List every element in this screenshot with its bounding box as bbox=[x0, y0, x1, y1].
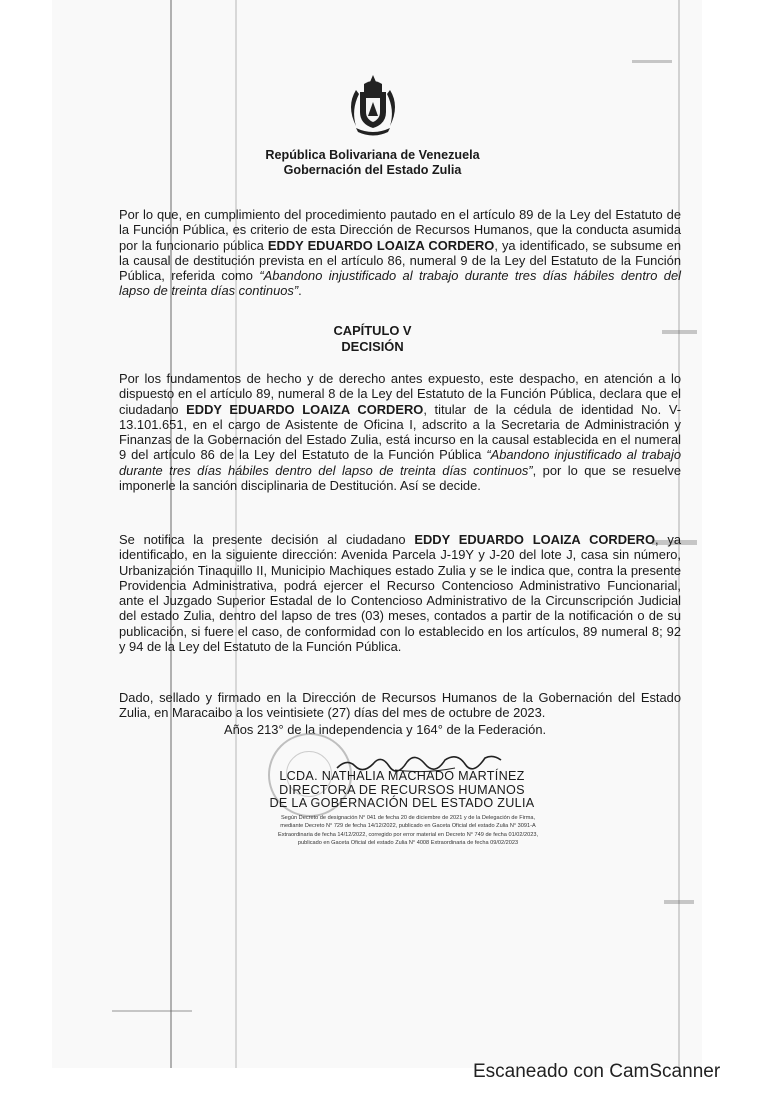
paragraph-notification bbox=[119, 532, 681, 654]
paragraph-criteria bbox=[119, 207, 681, 299]
fine-print-line: publicado en Gaceta Oficial del estado Zulia N° 4008 Extraordinaria de fecha 09/02/2023 bbox=[297, 840, 519, 847]
paragraph-decision bbox=[119, 371, 681, 493]
fine-print-line: Según Decreto de designación N° 041 de fecha 20 de diciembre de 2021 y de la Delegación de Firma, bbox=[280, 815, 536, 821]
fine-print-line: Extraordinaria de fecha 14/12/2022, corregido por error material en Decreto N° 749 de fecha 01/02/2023, bbox=[277, 831, 539, 838]
person-name: EDDY EDUARDO LOAIZA CORDERO bbox=[414, 532, 655, 547]
text-run: Por los fundamentos de hecho y de derecho antes expuesto, este despacho, en atención a lo dispuesto en el artículo 89, numeral 8 de la Ley del Estatuto de la Función Pública, declara que el ciudadano bbox=[119, 371, 681, 417]
id-number: No. V-13.101.651 bbox=[119, 401, 681, 432]
text-run: , ya identificado, en la siguiente dirección: Avenida Parcela J-19Y y J-20 del lote J, casa sin número, Urbanización Tinaquillo II, Municipio Machiques estado Zulia y se le indica que, contra la presente Providencia Administrativa, podrá ejercer el Recurso Contencioso Administrativo Funcionarial, ante el Juzgado Superior Estadal de lo Contencioso Administrativo de la Circunscripción Judicial del estado Zulia, dentro del lapso de tres (03) meses, contados a partir de la notificación o de su publicación, si fuere el caso, de conformidad con lo establecido en los artículos, 89 numeral 8; 92 y 94 de la Ley del Estatuto de la Función Pública. bbox=[119, 532, 682, 655]
paragraph-signing: Dado, sellado y firmado en la Dirección de Recursos Humanos de la Gobernación del Estado Zulia, en Maracaibo a los veintisiete (27) días del mes de octubre de 2023. bbox=[119, 690, 681, 721]
legal-cause-quote: “Abandono injustificado al trabajo durante tres días hábiles dentro del lapso de treinta días continuos” bbox=[119, 447, 681, 478]
text-run: . bbox=[298, 283, 302, 299]
person-name: EDDY EDUARDO LOAIZA CORDERO bbox=[267, 237, 495, 253]
scan-noise bbox=[112, 1010, 192, 1012]
scan-noise bbox=[662, 330, 697, 334]
chapter-title: CAPÍTULO V bbox=[333, 323, 412, 338]
signatory-title: DE LA GOBERNACIÓN DEL ESTADO ZULIA bbox=[269, 796, 535, 811]
scanner-watermark: Escaneado con CamScanner bbox=[473, 1061, 721, 1082]
legal-cause-quote: “Abandono injustificado al trabajo durante tres días hábiles dentro del lapso de treinta días continuos” bbox=[119, 268, 681, 299]
chapter-subtitle: DECISIÓN bbox=[341, 338, 404, 354]
fine-print-line: mediante Decreto N° 729 de fecha 14/12/2022, publicado en Gaceta Oficial del estado Zulia N° 3091-A bbox=[280, 823, 536, 830]
text-run: , ya identificado, se subsume en la causal de destitución prevista en el artículo 86, numeral 9 de la Ley del Estatuto de la Función Pública, referida como bbox=[119, 237, 681, 284]
scan-noise bbox=[632, 60, 672, 63]
text-run: , titular de la cédula de identidad bbox=[423, 401, 642, 417]
signatory-title: DIRECTORA DE RECURSOS HUMANOS bbox=[279, 782, 525, 797]
signature-block bbox=[262, 770, 542, 811]
letterhead bbox=[120, 148, 625, 178]
text-run: Se notifica la presente decisión al ciudadano bbox=[119, 532, 415, 547]
letterhead-country: República Bolivariana de Venezuela bbox=[265, 148, 480, 162]
signatory-name: LCDA. NATHALIA MACHADO MARTÍNEZ bbox=[279, 769, 525, 783]
letterhead-government: Gobernación del Estado Zulia bbox=[283, 163, 462, 177]
text-run: , por lo que se resuelve imponerle la sanción disciplinaria de Destitución. Así se decide. bbox=[119, 462, 682, 494]
chapter-heading bbox=[120, 323, 625, 354]
coat-of-arms-icon bbox=[342, 72, 404, 140]
person-name: EDDY EDUARDO LOAIZA CORDERO bbox=[186, 401, 424, 417]
text-run: Por lo que, en cumplimiento del procedimiento pautado en el artículo 89 de la Ley del Estatuto de la Función Pública, es criterio de esta Dirección de Recursos Humanos, que la conducta asumida por la funcionario pública bbox=[119, 207, 681, 253]
years-line: Años 213° de la independencia y 164° de la Federación. bbox=[224, 722, 547, 737]
decree-fine-print bbox=[258, 814, 558, 848]
text-run: , en el cargo de Asistente de Oficina I, adscrito a la Secretaria de Administración y Finanzas de la Gobernación del Estado Zulia, está incurso en la causal establecida en el numeral 9 del artículo 86 de la Ley del Estatuto de la Función Pública bbox=[119, 416, 681, 463]
scan-noise bbox=[664, 900, 694, 904]
